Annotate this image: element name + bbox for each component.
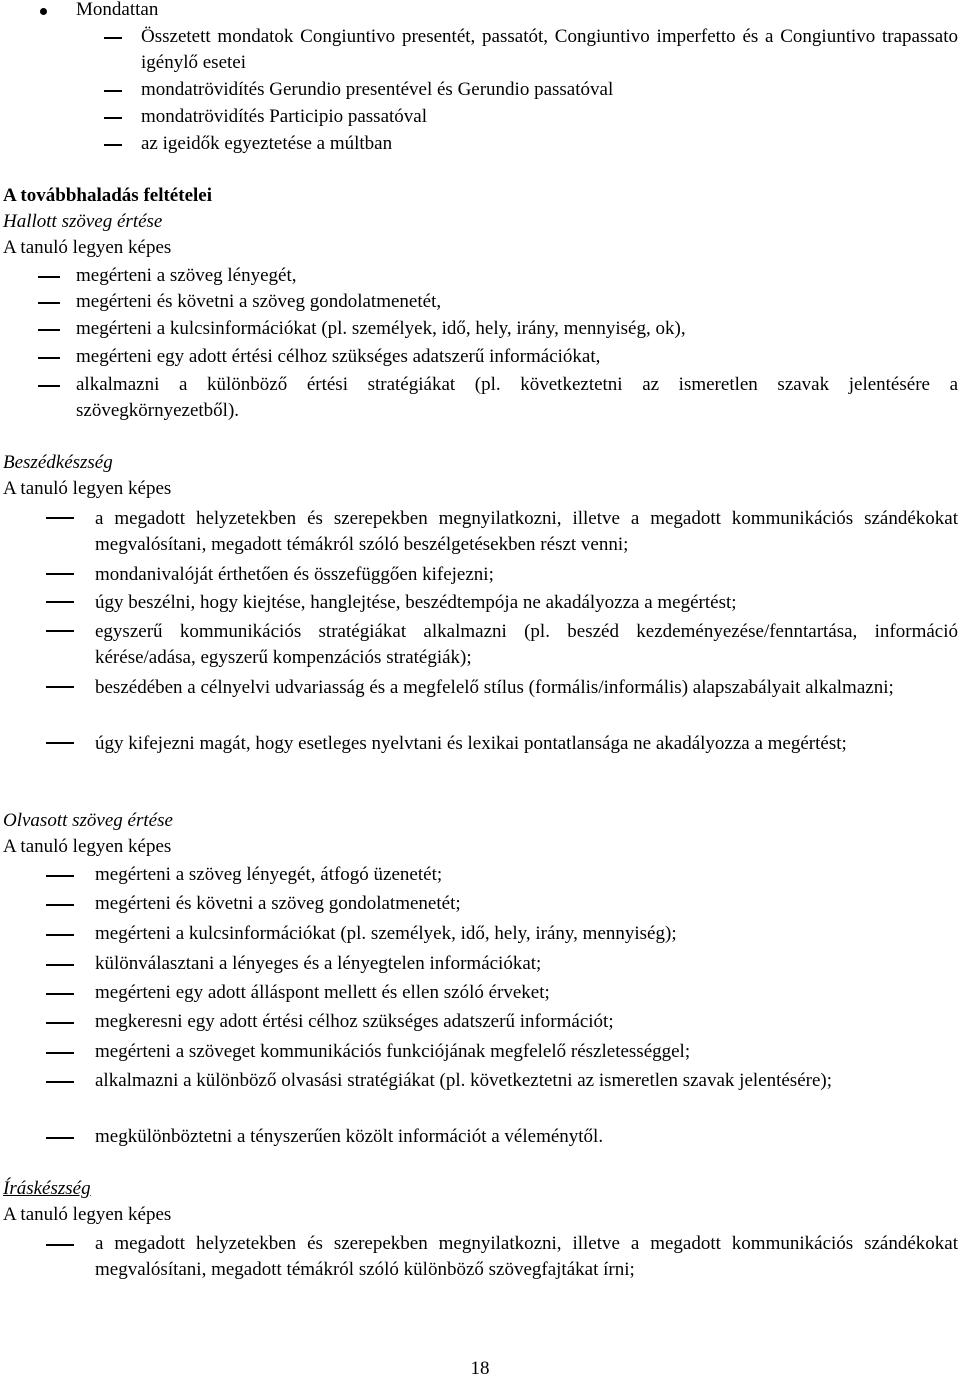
reading-item: megérteni a szöveget kommunikációs funkciójának megfelelő részletességgel; bbox=[95, 1041, 691, 1062]
dash-icon bbox=[38, 385, 60, 387]
writing-lead: A tanuló legyen képes bbox=[3, 1204, 172, 1225]
dash-icon bbox=[38, 357, 60, 359]
dash-icon bbox=[46, 1244, 74, 1246]
speaking-lead: A tanuló legyen képes bbox=[3, 478, 172, 499]
dash-icon bbox=[46, 573, 74, 575]
dash-icon bbox=[46, 1081, 74, 1083]
listening-item: megérteni a kulcsinformációkat (pl. személyek, idő, hely, irány, mennyiség, ok), bbox=[76, 318, 686, 339]
listening-item: megérteni a szöveg lényegét, bbox=[76, 265, 297, 286]
top-list-item: Mondattan bbox=[76, 0, 159, 20]
dash-icon bbox=[104, 90, 122, 92]
reading-item: megérteni egy adott álláspont mellett és ellen szóló érveket; bbox=[95, 982, 550, 1003]
dash-icon bbox=[104, 37, 122, 39]
page-number: 18 bbox=[470, 1358, 490, 1379]
reading-item: megkeresni egy adott értési célhoz szükséges adatszerű információt; bbox=[95, 1011, 614, 1032]
dash-icon bbox=[46, 1052, 74, 1054]
speaking-item: mondanivalóját érthetően és összefüggően kifejezni; bbox=[95, 564, 494, 585]
speaking-item: beszédében a célnyelvi udvariasság és a megfelelő stílus (formális/informális) alapszabályait alkalmazni; bbox=[95, 677, 894, 698]
speaking-title: Beszédkészség bbox=[3, 452, 113, 473]
reading-item: megkülönböztetni a tényszerűen közölt információt a véleménytől. bbox=[95, 1126, 604, 1147]
reading-lead: A tanuló legyen képes bbox=[3, 836, 172, 857]
dash-icon bbox=[46, 1022, 74, 1024]
writing-item: a megadott helyzetekben és szerepekben megnyilatkozni, illetve a megadott kommunikációs szándékokat megvalósítani, megadott témákról szóló különböző szövegfajtákat írni; bbox=[95, 1233, 958, 1280]
top-subitem: Összetett mondatok Congiuntivo presentét, passatót, Congiuntivo imperfetto és a Congiuntivo trapassato igénylő esetei bbox=[141, 26, 958, 73]
dash-icon bbox=[38, 329, 60, 331]
reading-item: megérteni a kulcsinformációkat (pl. személyek, idő, hely, irány, mennyiség); bbox=[95, 923, 677, 944]
dash-icon bbox=[46, 875, 74, 877]
reading-item: megérteni a szöveg lényegét, átfogó üzenetét; bbox=[95, 864, 443, 885]
speaking-item: a megadott helyzetekben és szerepekben megnyilatkozni, illetve a megadott kommunikációs szándékokat megvalósítani, megadott témákról szóló beszélgetésekben részt venni; bbox=[95, 508, 958, 555]
reading-item: különválasztani a lényeges és a lényegtelen információkat; bbox=[95, 953, 542, 974]
dash-icon bbox=[46, 601, 74, 603]
top-subitem: az igeidők egyeztetése a múltban bbox=[141, 133, 393, 154]
reading-item: alkalmazni a különböző olvasási stratégiákat (pl. következtetni az ismeretlen szavak jelentésére); bbox=[95, 1070, 833, 1091]
dash-icon bbox=[46, 993, 74, 995]
listening-item: megérteni és követni a szöveg gondolatmenetét, bbox=[76, 291, 442, 312]
dash-icon bbox=[38, 302, 60, 304]
dash-icon bbox=[104, 144, 122, 146]
speaking-item: úgy beszélni, hogy kiejtése, hanglejtése, beszédtempója ne akadályozza a megértést; bbox=[95, 592, 737, 613]
speaking-item: egyszerű kommunikációs stratégiákat alkalmazni (pl. beszéd kezdeményezése/fenntartása, információ kérése/adása, egyszerű kompenzációs stratégiák); bbox=[95, 621, 958, 668]
dash-icon bbox=[46, 686, 74, 688]
reading-item: megérteni és követni a szöveg gondolatmenetét; bbox=[95, 893, 461, 914]
dash-icon bbox=[46, 630, 74, 632]
dash-icon bbox=[46, 934, 74, 936]
listening-item: megérteni egy adott értési célhoz szükséges adatszerű információkat, bbox=[76, 346, 601, 367]
writing-title: Íráskészség bbox=[3, 1178, 91, 1199]
reading-title: Olvasott szöveg értése bbox=[3, 810, 173, 831]
dash-icon bbox=[46, 742, 74, 744]
dash-icon bbox=[104, 117, 122, 119]
dash-icon bbox=[46, 964, 74, 966]
speaking-item: úgy kifejezni magát, hogy esetleges nyelvtani és lexikai pontatlansága ne akadályozza a megértést; bbox=[95, 733, 847, 754]
dash-icon bbox=[46, 904, 74, 906]
top-subitem: mondatrövidítés Gerundio presentével és Gerundio passatóval bbox=[141, 79, 614, 100]
listening-lead: A tanuló legyen képes bbox=[3, 237, 172, 258]
listening-item: alkalmazni a különböző értési stratégiákat (pl. következtetni az ismeretlen szavak jelentésére a szövegkörnyezetből). bbox=[76, 374, 958, 421]
dash-icon bbox=[46, 517, 74, 519]
dash-icon bbox=[46, 1137, 74, 1139]
top-subitem: mondatrövidítés Participio passatóval bbox=[141, 106, 428, 127]
section-heading: A továbbhaladás feltételei bbox=[3, 185, 212, 206]
bullet-icon bbox=[40, 8, 47, 15]
dash-icon bbox=[38, 276, 60, 278]
listening-title: Hallott szöveg értése bbox=[3, 211, 163, 232]
